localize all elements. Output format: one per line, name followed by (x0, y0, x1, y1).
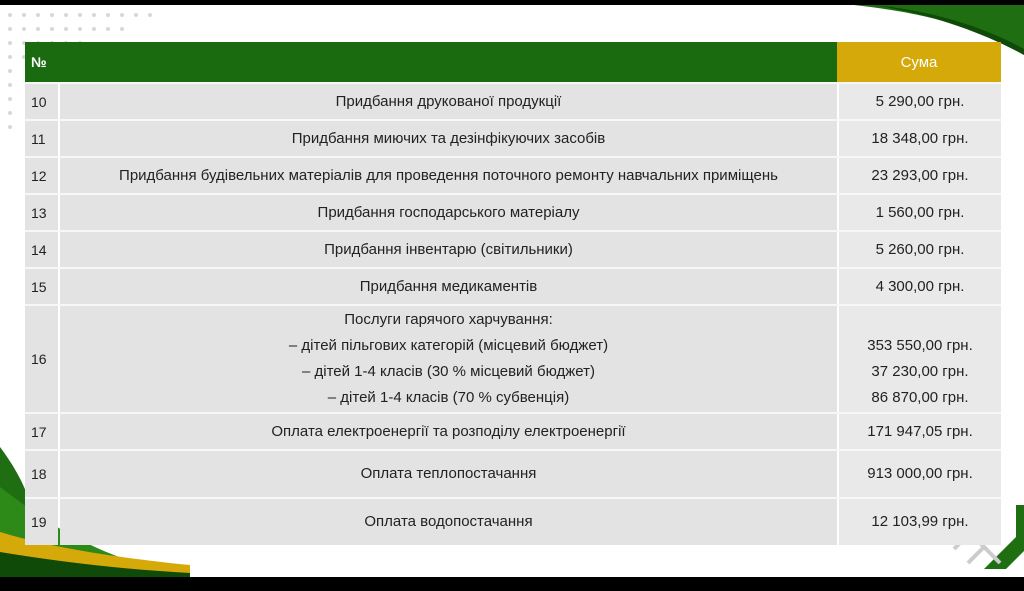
row-number: 18 (25, 451, 58, 497)
table-row (25, 82, 1001, 119)
description-line: Придбання друкованої продукції (335, 92, 562, 110)
row-description (60, 269, 837, 304)
row-sum (839, 306, 1001, 412)
row-sum (839, 232, 1001, 267)
row-description (60, 195, 837, 230)
sum-line: 12 103,99 грн. (871, 513, 969, 530)
slide (0, 5, 1024, 577)
row-sum (839, 158, 1001, 193)
sum-line: 1 560,00 грн. (875, 203, 965, 221)
sum-line: 37 230,00 грн. (871, 363, 969, 380)
sum-line: 171 947,05 грн. (867, 422, 973, 440)
description-line: Послуги гарячого харчування: (344, 311, 553, 328)
row-number: 17 (25, 414, 58, 449)
description-line: – дітей 1-4 класів (70 % субвенція) (327, 389, 570, 406)
row-sum (839, 195, 1001, 230)
row-description (60, 84, 837, 119)
sum-line: 23 293,00 грн. (871, 166, 969, 184)
row-description (60, 451, 837, 497)
row-sum (839, 414, 1001, 449)
table-row (25, 304, 1001, 412)
sum-line (918, 307, 922, 333)
table-row (25, 193, 1001, 230)
row-number: 16 (25, 306, 58, 412)
description-line: Придбання медикаментів (359, 277, 538, 295)
description-line: Придбання будівельних матеріалів для проведення поточного ремонту навчальних приміщень (119, 166, 778, 184)
sum-line: 5 260,00 грн. (875, 240, 965, 258)
row-number: 10 (25, 84, 58, 119)
table-row (25, 156, 1001, 193)
row-description (60, 121, 837, 156)
description-line: Оплата теплопостачання (360, 465, 537, 482)
row-sum (839, 269, 1001, 304)
row-sum (839, 121, 1001, 156)
table-row (25, 412, 1001, 449)
row-description (60, 158, 837, 193)
header-sum: Сума (837, 42, 1001, 82)
sum-line: 18 348,00 грн. (871, 129, 969, 147)
row-sum (839, 451, 1001, 497)
row-sum (839, 499, 1001, 545)
expense-table (25, 42, 1001, 545)
row-number: 14 (25, 232, 58, 267)
description-line: Оплата водопостачання (364, 513, 533, 530)
description-line: Придбання господарського матеріалу (317, 203, 580, 221)
row-description (60, 306, 837, 412)
description-line: Придбання миючих та дезінфікуючих засобів (291, 129, 606, 147)
row-number: 13 (25, 195, 58, 230)
row-description (60, 232, 837, 267)
sum-line: 4 300,00 грн. (875, 277, 965, 295)
row-number: 15 (25, 269, 58, 304)
row-sum (839, 84, 1001, 119)
sum-line: 913 000,00 грн. (867, 465, 973, 482)
table-header (25, 42, 1001, 82)
table-body (25, 82, 1001, 545)
row-description (60, 414, 837, 449)
row-number: 11 (25, 121, 58, 156)
header-description (58, 42, 837, 82)
table-row (25, 267, 1001, 304)
description-line: – дітей 1-4 класів (30 % місцевий бюджет) (302, 363, 595, 380)
sum-line: 353 550,00 грн. (867, 337, 973, 354)
sum-line: 86 870,00 грн. (871, 389, 969, 406)
description-line: Придбання інвентарю (світильники) (324, 240, 573, 258)
description-line: – дітей пільгових категорій (місцевий бюджет) (288, 337, 609, 354)
table-row (25, 449, 1001, 497)
row-description (60, 499, 837, 545)
header-number: № (25, 42, 58, 82)
table-row (25, 119, 1001, 156)
description-line: Оплата електроенергії та розподілу електроенергії (271, 422, 626, 440)
table-row (25, 497, 1001, 545)
row-number: 19 (25, 499, 58, 545)
sum-line: 5 290,00 грн. (875, 92, 965, 110)
row-number: 12 (25, 158, 58, 193)
table-row (25, 230, 1001, 267)
